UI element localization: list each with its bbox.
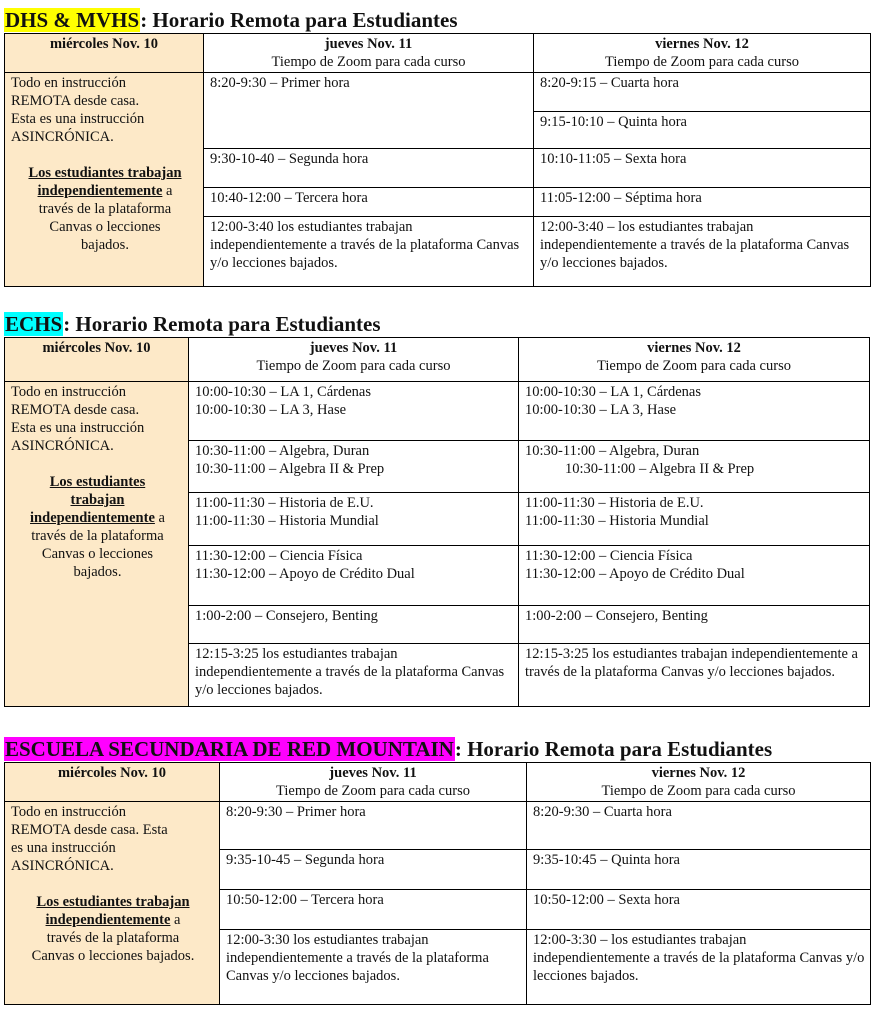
wednesday-note <box>5 802 220 1005</box>
wed-line: Canvas o lecciones bajados. <box>31 948 195 964</box>
section-title-red-mountain <box>4 737 772 761</box>
thursday-slot: 12:00-3:30 los estudiantes trabajan independientemente a través de la plataforma Canvas y/o lecciones bajados. <box>220 930 527 1005</box>
friday-slot <box>519 606 870 644</box>
slot-line: 11:00-11:30 – Historia de E.U. <box>195 495 374 511</box>
thursday-slot: 12:00-3:40 los estudiantes trabajan independientemente a través de la plataforma Canvas y/o lecciones bajados. <box>204 217 534 287</box>
col-header-thursday-label: jueves Nov. 11 <box>329 765 417 781</box>
wed-line: Canvas o lecciones <box>49 219 161 235</box>
wed-line: ASINCRÓNICA. <box>11 438 114 454</box>
col-header-friday-sub: Tiempo de Zoom para cada curso <box>601 783 796 799</box>
slot-line: 11:30-12:00 – Apoyo de Crédito Dual <box>525 566 745 582</box>
wed-line: ASINCRÓNICA. <box>11 129 114 145</box>
wed-line: Esta es una instrucción <box>11 111 145 127</box>
col-header-thursday-sub: Tiempo de Zoom para cada curso <box>256 358 451 374</box>
col-header-thursday-label: jueves Nov. 11 <box>324 36 413 52</box>
thursday-slot <box>189 644 519 707</box>
wed-emphasis: Los estudiantes <box>49 474 146 490</box>
thursday-slot <box>189 441 519 493</box>
slot-line: 1:00-2:00 – Consejero, Benting <box>525 608 708 624</box>
section-title-dhs <box>4 8 458 32</box>
friday-slot <box>519 493 870 546</box>
thursday-slot <box>189 382 519 441</box>
col-header-friday-label: viernes Nov. 12 <box>647 340 741 356</box>
slot-line: 11:30-12:00 – Ciencia Física <box>195 548 363 564</box>
thursday-slot <box>189 606 519 644</box>
wed-line: través de la plataforma <box>31 528 164 544</box>
friday-slot: 11:05-12:00 – Séptima hora <box>534 188 871 217</box>
wed-line: Esta es una instrucción <box>11 420 145 436</box>
col-header-wednesday-label: miércoles Nov. 10 <box>57 765 167 781</box>
thursday-slot: 10:40-12:00 – Tercera hora <box>204 188 534 217</box>
title-rest: : Horario Remota para Estudiantes <box>63 312 381 336</box>
wed-emphasis: independientemente <box>45 912 171 928</box>
col-header-friday-sub: Tiempo de Zoom para cada curso <box>605 54 799 70</box>
slot-line: 12:15-3:25 los estudiantes trabajan independientemente a través de la plataforma Canvas y/o lecciones bajados. <box>195 646 505 698</box>
school-name-highlight: ECHS <box>5 312 63 336</box>
slot-line: 12:15-3:25 los estudiantes trabajan independientemente a través de la plataforma Canvas y/o lecciones bajados. <box>525 646 858 680</box>
friday-slot: 8:20-9:30 – Cuarta hora <box>527 802 871 850</box>
wed-emphasis: independientemente <box>37 183 163 199</box>
friday-slot: 8:20-9:15 – Cuarta hora <box>534 73 871 112</box>
slot-line: 10:30-11:00 – Algebra II & Prep <box>565 461 755 477</box>
col-header-thursday <box>220 763 527 802</box>
wed-line: bajados. <box>81 237 129 253</box>
slot-line: 10:30-11:00 – Algebra, Duran <box>195 443 370 459</box>
friday-slot <box>519 441 870 493</box>
slot-line: 11:30-12:00 – Apoyo de Crédito Dual <box>195 566 415 582</box>
col-header-friday-label: viernes Nov. 12 <box>651 765 746 781</box>
schedule-table-echs <box>4 337 870 707</box>
col-header-thursday <box>204 34 534 73</box>
friday-slot <box>519 382 870 441</box>
thursday-slot: 8:20-9:30 – Primer hora <box>220 802 527 850</box>
wed-suffix: a <box>162 183 173 199</box>
friday-slot <box>519 644 870 707</box>
wed-emphasis: Los estudiantes trabajan <box>36 894 190 910</box>
wed-line: REMOTA desde casa. Esta <box>11 822 168 838</box>
thursday-slot: 9:35-10-45 – Segunda hora <box>220 850 527 890</box>
slot-line: 1:00-2:00 – Consejero, Benting <box>195 608 378 624</box>
friday-slot: 12:00-3:30 – los estudiantes trabajan independientemente a través de la plataforma Canvas y/o lecciones bajados. <box>527 930 871 1005</box>
wed-line: Todo en instrucción <box>11 384 126 400</box>
slot-line: 11:00-11:30 – Historia Mundial <box>195 513 379 529</box>
friday-slot: 10:50-12:00 – Sexta hora <box>527 890 871 930</box>
slot-line: 10:00-10:30 – LA 1, Cárdenas <box>195 384 371 400</box>
thursday-slot <box>189 493 519 546</box>
slot-line: 11:00-11:30 – Historia de E.U. <box>525 495 704 511</box>
thursday-slot <box>189 546 519 606</box>
title-rest: : Horario Remota para Estudiantes <box>140 8 458 32</box>
slot-line: 10:00-10:30 – LA 3, Hase <box>525 402 677 418</box>
col-header-wednesday <box>5 34 204 73</box>
wed-emphasis: independientemente <box>30 510 155 526</box>
thursday-slot: 10:50-12:00 – Tercera hora <box>220 890 527 930</box>
col-header-thursday <box>189 338 519 382</box>
schedule-table-dhs <box>4 33 871 287</box>
wed-line: través de la plataforma <box>46 930 180 946</box>
section-title-echs <box>4 312 381 336</box>
col-header-wednesday <box>5 763 220 802</box>
col-header-friday <box>534 34 871 73</box>
wed-line: través de la plataforma <box>38 201 172 217</box>
col-header-friday <box>519 338 870 382</box>
friday-slot: 9:35-10:45 – Quinta hora <box>527 850 871 890</box>
col-header-thursday-sub: Tiempo de Zoom para cada curso <box>276 783 470 799</box>
friday-slot: 9:15-10:10 – Quinta hora <box>534 112 871 149</box>
col-header-wednesday-label: miércoles Nov. 10 <box>42 340 151 356</box>
wednesday-note <box>5 73 204 287</box>
wed-emphasis: trabajan <box>70 492 125 508</box>
col-header-friday-label: viernes Nov. 12 <box>655 36 749 52</box>
col-header-wednesday <box>5 338 189 382</box>
wed-suffix: a <box>170 912 181 928</box>
slot-line: 10:00-10:30 – LA 1, Cárdenas <box>525 384 701 400</box>
schedule-table-red-mountain <box>4 762 871 1005</box>
wed-line: ASINCRÓNICA. <box>11 858 114 874</box>
col-header-wednesday-label: miércoles Nov. 10 <box>49 36 159 52</box>
wed-line: REMOTA desde casa. <box>11 93 140 109</box>
wed-suffix: a <box>154 510 165 526</box>
slot-line: 10:00-10:30 – LA 3, Hase <box>195 402 347 418</box>
wed-line: es una instrucción <box>11 840 116 856</box>
wed-line: Todo en instrucción <box>11 75 126 91</box>
slot-line: 10:30-11:00 – Algebra, Duran <box>525 443 700 459</box>
slot-line: 11:00-11:30 – Historia Mundial <box>525 513 709 529</box>
slot-line: 11:30-12:00 – Ciencia Física <box>525 548 693 564</box>
title-rest: : Horario Remota para Estudiantes <box>454 737 773 761</box>
wed-line: bajados. <box>73 564 122 580</box>
slot-line: 10:30-11:00 – Algebra II & Prep <box>195 461 385 477</box>
friday-slot: 12:00-3:40 – los estudiantes trabajan independientemente a través de la plataforma Canvas y/o lecciones bajados. <box>534 217 871 287</box>
friday-slot <box>519 546 870 606</box>
thursday-slot: 8:20-9:30 – Primer hora <box>204 73 534 149</box>
friday-slot: 10:10-11:05 – Sexta hora <box>534 149 871 188</box>
wednesday-note <box>5 382 189 707</box>
wed-emphasis: Los estudiantes trabajan <box>28 165 182 181</box>
school-name-highlight: ESCUELA SECUNDARIA DE RED MOUNTAIN <box>5 737 454 761</box>
wed-line: REMOTA desde casa. <box>11 402 140 418</box>
thursday-slot: 9:30-10-40 – Segunda hora <box>204 149 534 188</box>
wed-line: Canvas o lecciones <box>41 546 154 562</box>
school-name-highlight: DHS & MVHS <box>5 8 140 32</box>
col-header-thursday-label: jueves Nov. 11 <box>309 340 398 356</box>
col-header-thursday-sub: Tiempo de Zoom para cada curso <box>271 54 466 70</box>
wed-line: Todo en instrucción <box>11 804 126 820</box>
col-header-friday-sub: Tiempo de Zoom para cada curso <box>597 358 791 374</box>
col-header-friday <box>527 763 871 802</box>
